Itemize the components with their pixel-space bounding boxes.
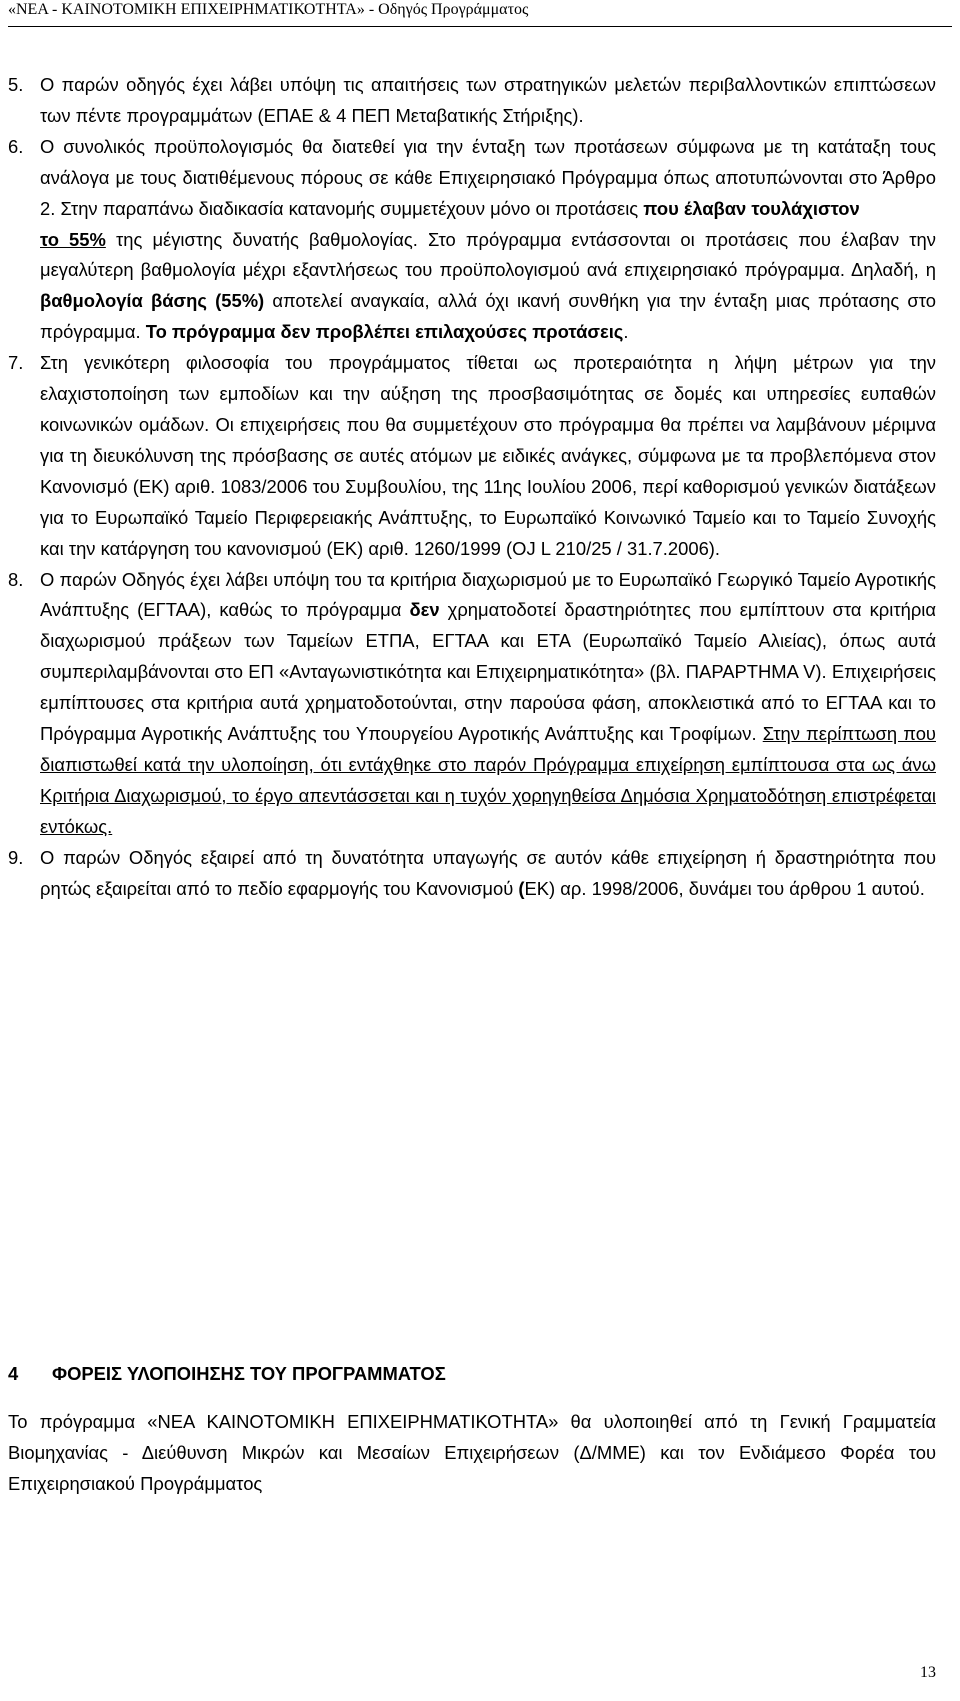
emphasis-bold: βαθμολογία βάσης (55%) [40,290,265,312]
emphasis-underline: Στην περίπτωση που διαπιστωθεί κατά την υλοποίηση, ότι εντάχθηκε στο παρόν Πρόγραμμα επιχείρηση εμπίπτουσα στα ως άνω Κριτήρια Διαχωρισμού, το έργο απεντάσσεται και η τυχόν χορηγηθείσα Δημόσια Χρηματοδότηση επιστρέφεται εντόκως. [40,723,936,837]
running-header-title: «ΝΕΑ - ΚΑΙΝΟΤΟΜΙΚΗ ΕΠΙΧΕΙΡΗΜΑΤΙΚΟΤΗΤΑ» - Οδηγός Προγράμματος [8,1,529,18]
list-item-7 [8,348,936,564]
emphasis-bold-underline: το 55% [40,228,106,250]
section-heading [8,1360,936,1388]
emphasis-bold: που έλαβαν τουλάχιστον [643,197,860,219]
section-text: Το πρόγραμμα «ΝΕΑ ΚΑΙΝΟΤΟΜΙΚΗ ΕΠΙΧΕΙΡΗΜΑΤΙΚΟΤΗΤΑ» θα υλοποιηθεί από τη Γενική Γραμματεία Βιομηχανίας - Διεύθυνση Μικρών και Μεσαίων Επιχειρήσεων (Δ/ΜΜΕ) και τον Ενδιάμεσο Φορέα του Επιχειρησιακού Προγράμματος [8,1411,936,1494]
list-item-text: Ο παρών Οδηγός εξαιρεί από τη δυνατότητα υπαγωγής σε αυτόν κάθε επιχείρηση ή δραστηριότητα που ρητώς εξαιρείται από το πεδίο εφαρμογής του Κανονισμού [40,846,936,899]
numbered-list [8,70,936,904]
list-item-text: χρηματοδοτεί δραστηριότητες που εμπίπτουν στα κριτήρια διαχωρισμού πράξεων των Ταμείων ΕΤΠΑ, ΕΓΤΑΑ και ΕΤΑ (Ευρωπαϊκό Ταμείο Αλιείας), όπως αυτά συμπεριλαμβάνονται στο ΕΠ «Ανταγωνιστικότητα και Επιχειρηματικότητα» (βλ. ΠΑΡΑΡΤΗΜΑ V). Επιχειρήσεις εμπίπτουσες στα κριτήρια αυτά χρηματοδοτούνται, στην παρούσα φάση, αποκλειστικά από το ΕΓΤΑΑ και το Πρόγραμμα Αγροτικής Ανάπτυξης του Υπουργείου Αγροτικής Ανάπτυξης και Τροφίμων. [40,599,937,745]
section-paragraph [8,1406,936,1499]
emphasis-bold: ( [518,877,525,899]
list-item-5 [8,70,936,132]
list-item-text: Στη γενικότερη φιλοσοφία του προγράμματος τίθεται ως προτεραιότητα η λήψη μέτρων για την ελαχιστοποίηση των εμποδίων και την αύξηση της προσβασιμότητας σε δομές και υπηρεσίες ευπαθών κοινωνικών ομάδων. Οι επιχειρήσεις που θα συμμετέχουν στο πρόγραμμα θα πρέπει να λαμβάνουν μέριμνα για τη διευκόλυνση της πρόσβασης σε αυτές ατόμων με ειδικές ανάγκες, σύμφωνα με τα προβλεπόμενα στον Κανονισμό (ΕΚ) αριθ. 1083/2006 του Συμβουλίου, της 11ης Ιουλίου 2006, περί καθορισμού γενικών διατάξεων για το Ευρωπαϊκό Ταμείο Περιφερειακής Ανάπτυξης, το Ευρωπαϊκό Κοινωνικό Ταμείο και το Ταμείο Συνοχής και την κατάργηση του κανονισμού (ΕΚ) αριθ. 1260/1999 (OJ L 210/25 / 31.7.2006). [40,352,936,559]
emphasis-bold: δεν [409,599,440,621]
page-number: 13 [920,1664,936,1681]
list-item-text: Ο συνολικός προϋπολογισμός θα διατεθεί για την ένταξη των προτάσεων σύμφωνα με τη κατάταξη τους ανάλογα με τους διατιθέμενους πόρους σε κάθε Επιχειρησιακό Πρόγραμμα όπως αποτυπώνονται στο Άρθρο 2. Στην παραπάνω διαδικασία κατανομής συμμετέχουν μόνο οι προτάσεις [40,135,936,219]
emphasis-bold: Το πρόγραμμα δεν προβλέπει επιλαχούσες προτάσεις [145,321,624,343]
list-item-number: 6. [8,135,24,157]
list-item-text: . [623,321,629,343]
list-item-number: 7. [8,352,24,374]
list-item-text: ΕΚ) αρ. 1998/2006, δυνάμει του άρθρου 1 αυτού. [524,877,925,899]
list-item-6 [8,132,936,348]
list-item-9 [8,843,936,905]
list-item-text: αποτελεί αναγκαία, αλλά όχι ικανή συνθήκη για την ένταξη μιας πρότασης στο πρόγραμμα. [40,290,936,343]
list-item-text: Ο παρών Οδηγός έχει λάβει υπόψη του τα κριτήρια διαχωρισμού με το Ευρωπαϊκό Γεωργικό Ταμείο Αγροτικής Ανάπτυξης (ΕΓΤΑΑ), καθώς το πρόγραμμα [40,568,936,621]
list-item-text: της μέγιστης δυνατής βαθμολογίας. Στο πρόγραμμα εντάσσονται οι προτάσεις που έλαβαν την μεγαλύτερη βαθμολογία μέχρι εξαντλήσεως του προϋπολογισμού ανά επιχειρησιακό πρόγραμμα. Δηλαδή, η [40,228,936,281]
section-number: 4 [8,1363,19,1384]
list-item-number: 5. [8,74,24,95]
section-title: ΦΟΡΕΙΣ ΥΛΟΠΟΙΗΣΗΣ ΤΟΥ ΠΡΟΓΡΑΜΜΑΤΟΣ [52,1363,446,1384]
list-item-text: Ο παρών οδηγός έχει λάβει υπόψη τις απαιτήσεις των στρατηγικών μελετών περιβαλλοντικών επιπτώσεων των πέντε προγραμμάτων (ΕΠΑΕ & 4 ΠΕΠ Μεταβατικής Στήριξης). [40,74,936,126]
list-item-number: 9. [8,846,24,868]
list-item-number: 8. [8,568,24,590]
running-header [8,0,952,27]
list-item-8 [8,565,936,843]
